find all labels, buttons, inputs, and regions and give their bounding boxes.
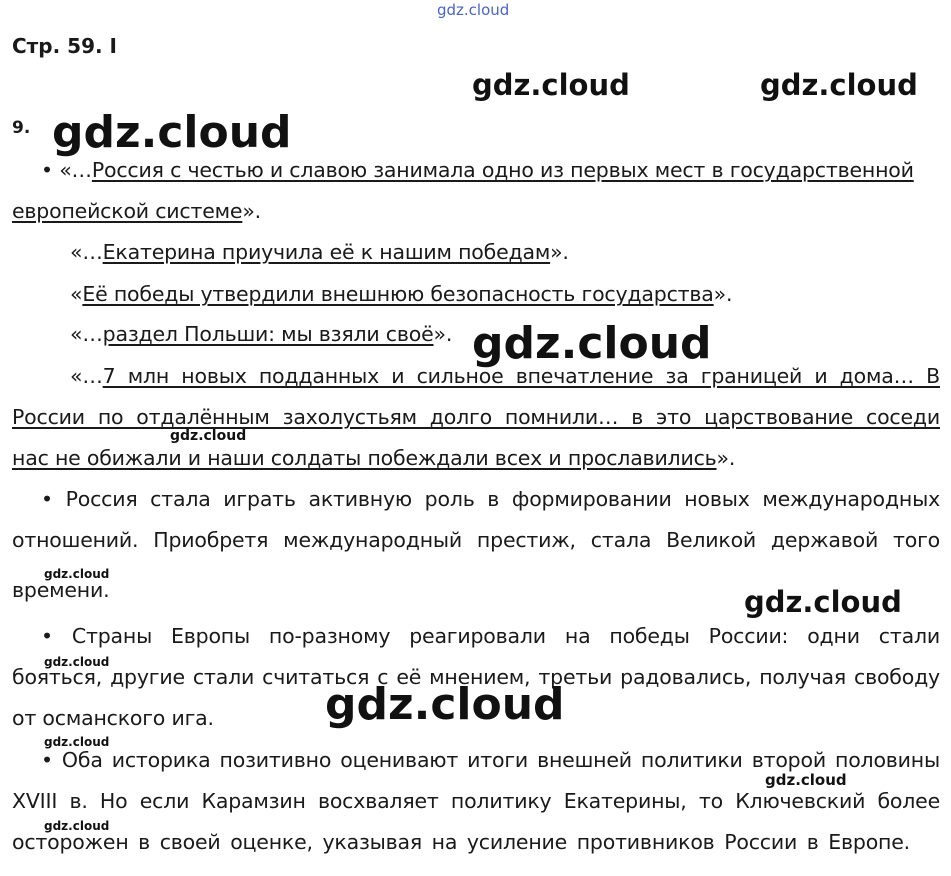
paragraph-1-line-2: отношений. Приобретя международный престиж, стала Великой державой того [12, 528, 940, 552]
quote-3-text: Её победы утвердили внешнюю безопасность государства [82, 282, 714, 306]
quote-5-line-3 [12, 446, 735, 470]
watermark-top: gdz.cloud [437, 1, 510, 19]
paragraph-2-line-2: бояться, другие стали считаться с её мнением, третьи радовались, получая свободу [12, 665, 940, 689]
quote-5-line-2: России по отдалённым захолустьям долго помнили… в это царствование соседи [12, 405, 940, 429]
quote-3-open: « [70, 282, 83, 306]
paragraph-1-line-1: • Россия стала играть активную роль в формировании новых международных [41, 487, 940, 511]
quote-1-line-2 [12, 199, 261, 223]
watermark: gdz.cloud [765, 771, 847, 789]
paragraph-3-line-2: XVIII в. Но если Карамзин восхваляет политику Екатерины, то Ключевский более [12, 789, 940, 813]
watermark: gdz.cloud [325, 679, 565, 730]
quote-1-text: Россия с честью и славою занимала одно из первых мест в государственной [91, 158, 914, 182]
watermark: gdz.cloud [472, 318, 712, 369]
watermark: gdz.cloud [170, 428, 247, 444]
watermark: gdz.cloud [44, 655, 110, 669]
paragraph-2-line-1: • Страны Европы по-разному реагировали на победы России: одни стали [41, 624, 940, 648]
quote-1-close: ». [242, 199, 261, 223]
quote-2-open: «… [70, 240, 103, 264]
watermark: gdz.cloud [760, 68, 918, 102]
quote-5-open: «… [70, 364, 103, 388]
quote-5-line-1 [70, 364, 940, 388]
page-title: Стр. 59. I [12, 34, 117, 58]
quote-5-text-3: нас не обижали и наши солдаты побеждали всех и прославились [12, 446, 717, 470]
quote-2 [70, 240, 569, 264]
paragraph-2-line-3: от османского ига. [12, 706, 214, 730]
quote-1-open: • «… [41, 158, 92, 182]
quote-1-line-1 [41, 158, 914, 182]
quote-5-close: ». [716, 446, 736, 470]
quote-4-open: «… [70, 322, 103, 346]
watermark: gdz.cloud [44, 567, 110, 581]
quote-1-cont: европейской системе [12, 199, 243, 223]
quote-2-close: ». [550, 240, 569, 264]
quote-3 [70, 282, 732, 306]
watermark: gdz.cloud [44, 735, 110, 749]
paragraph-3-line-3: осторожен в своей оценке, указывая на усиление противников России в Европе. [12, 830, 910, 854]
task-number: 9. [12, 118, 31, 138]
quote-4-close: ». [433, 322, 453, 346]
quote-4-text: раздел Польши: мы взяли своё [102, 322, 434, 346]
paragraph-3-line-1: • Оба историка позитивно оценивают итоги внешней политики второй половины [41, 748, 940, 772]
paragraph-1-line-3: времени. [12, 578, 110, 602]
quote-4 [70, 322, 452, 346]
watermark: gdz.cloud [52, 107, 292, 158]
quote-3-close: ». [713, 282, 733, 306]
watermark: gdz.cloud [472, 68, 630, 102]
quote-5-text-1: 7 млн новых подданных и сильное впечатление за границей и дома… В [102, 364, 940, 388]
watermark: gdz.cloud [44, 819, 110, 833]
quote-2-text: Екатерина приучила её к нашим победам [102, 240, 551, 264]
watermark: gdz.cloud [744, 585, 902, 619]
